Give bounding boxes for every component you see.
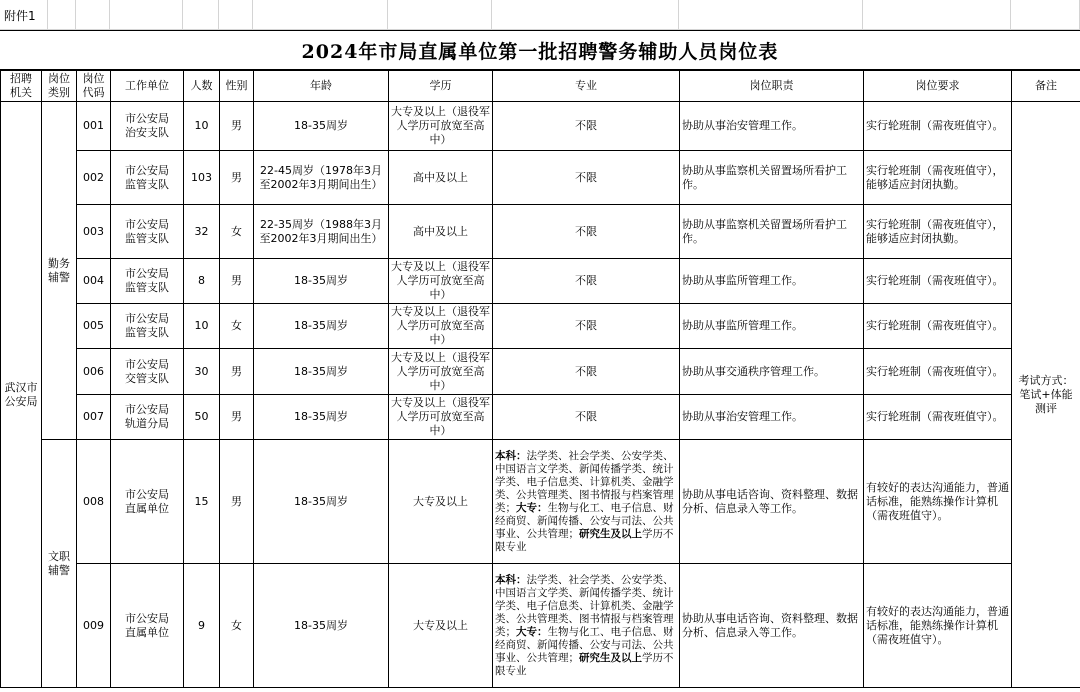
duties-cell: 协助从事监所管理工作。 bbox=[680, 259, 864, 304]
requirements-cell: 有较好的表达沟通能力，普通话标准，能熟练操作计算机（需夜班值守）。 bbox=[864, 564, 1012, 688]
header-category: 岗位类别 bbox=[42, 71, 77, 102]
table-row bbox=[1, 205, 1080, 259]
category-cell-service: 勤务辅警 bbox=[42, 102, 77, 440]
gender-cell: 男 bbox=[220, 259, 254, 304]
major-cell: 不限 bbox=[493, 102, 680, 151]
major-cell: 不限 bbox=[493, 151, 680, 205]
requirements-cell: 实行轮班制（需夜班值守）。 bbox=[864, 304, 1012, 349]
gender-cell: 男 bbox=[220, 440, 254, 564]
education-cell: 高中及以上 bbox=[389, 205, 493, 259]
header-major: 专业 bbox=[493, 71, 680, 102]
code-cell: 004 bbox=[77, 259, 111, 304]
age-cell: 18-35周岁 bbox=[254, 349, 389, 395]
duties-cell: 协助从事治安管理工作。 bbox=[680, 102, 864, 151]
education-cell: 大专及以上（退役军人学历可放宽至高中） bbox=[389, 259, 493, 304]
table-row bbox=[1, 564, 1080, 688]
grid-cell[interactable] bbox=[1011, 0, 1080, 30]
unit-cell: 市公安局治安支队 bbox=[111, 102, 184, 151]
grid-cell[interactable] bbox=[388, 0, 492, 30]
code-cell: 003 bbox=[77, 205, 111, 259]
age-cell: 18-35周岁 bbox=[254, 440, 389, 564]
table-row bbox=[1, 304, 1080, 349]
grid-cell[interactable] bbox=[219, 0, 253, 30]
duties-cell: 协助从事监察机关留置场所看护工作。 bbox=[680, 205, 864, 259]
unit-cell: 市公安局轨道分局 bbox=[111, 395, 184, 440]
unit-cell: 市公安局监管支队 bbox=[111, 205, 184, 259]
table-row bbox=[1, 349, 1080, 395]
grid-cell[interactable] bbox=[110, 0, 183, 30]
age-cell: 22-35周岁（1988年3月至2002年3月期间出生） bbox=[254, 205, 389, 259]
code-cell: 002 bbox=[77, 151, 111, 205]
requirements-cell: 实行轮班制（需夜班值守），能够适应封闭执勤。 bbox=[864, 205, 1012, 259]
duties-cell: 协助从事治安管理工作。 bbox=[680, 395, 864, 440]
gender-cell: 男 bbox=[220, 395, 254, 440]
gender-cell: 男 bbox=[220, 151, 254, 205]
notes-cell: 考试方式：笔试+体能测评 bbox=[1012, 102, 1080, 688]
positions-table bbox=[0, 70, 1080, 688]
requirements-cell: 实行轮班制（需夜班值守）。 bbox=[864, 395, 1012, 440]
age-cell: 18-35周岁 bbox=[254, 395, 389, 440]
grid-cell[interactable] bbox=[679, 0, 863, 30]
header-count: 人数 bbox=[184, 71, 220, 102]
code-cell: 008 bbox=[77, 440, 111, 564]
requirements-cell: 实行轮班制（需夜班值守）。 bbox=[864, 349, 1012, 395]
requirements-cell: 有较好的表达沟通能力，普通话标准，能熟练操作计算机（需夜班值守）。 bbox=[864, 440, 1012, 564]
recruiter-cell: 武汉市公安局 bbox=[1, 102, 42, 688]
major-cell: 本科：法学类、社会学类、公安学类、中国语言文学类、新闻传播学类、统计学类、电子信息类、计算机类、金融学类、公共管理类、图书情报与档案管理类；大专：生物与化工、电子信息、财经商贸、新闻传播、公安与司法、公共事业、公共管理；研究生及以上学历不限专业 bbox=[493, 564, 680, 688]
annex-label: 附件1 bbox=[4, 9, 36, 23]
education-cell: 大专及以上 bbox=[389, 564, 493, 688]
page-title: 2024年市局直属单位第一批招聘警务辅助人员岗位表 bbox=[301, 40, 779, 63]
header-notes: 备注 bbox=[1012, 71, 1080, 102]
grid-cell[interactable] bbox=[183, 0, 219, 30]
count-cell: 103 bbox=[184, 151, 220, 205]
duties-cell: 协助从事监察机关留置场所看护工作。 bbox=[680, 151, 864, 205]
duties-cell: 协助从事交通秩序管理工作。 bbox=[680, 349, 864, 395]
count-cell: 8 bbox=[184, 259, 220, 304]
unit-cell: 市公安局直属单位 bbox=[111, 440, 184, 564]
header-code: 岗位代码 bbox=[77, 71, 111, 102]
requirements-cell: 实行轮班制（需夜班值守）。 bbox=[864, 102, 1012, 151]
unit-cell: 市公安局监管支队 bbox=[111, 259, 184, 304]
duties-cell: 协助从事监所管理工作。 bbox=[680, 304, 864, 349]
education-cell: 大专及以上（退役军人学历可放宽至高中） bbox=[389, 349, 493, 395]
header-gender: 性别 bbox=[220, 71, 254, 102]
grid-cell[interactable] bbox=[76, 0, 110, 30]
code-cell: 006 bbox=[77, 349, 111, 395]
count-cell: 10 bbox=[184, 304, 220, 349]
education-cell: 大专及以上（退役军人学历可放宽至高中） bbox=[389, 304, 493, 349]
grid-cell[interactable] bbox=[863, 0, 1011, 30]
gender-cell: 男 bbox=[220, 102, 254, 151]
header-duties: 岗位职责 bbox=[680, 71, 864, 102]
gender-cell: 男 bbox=[220, 349, 254, 395]
count-cell: 15 bbox=[184, 440, 220, 564]
count-cell: 50 bbox=[184, 395, 220, 440]
category-cell-clerical: 文职辅警 bbox=[42, 440, 77, 688]
gender-cell: 女 bbox=[220, 304, 254, 349]
requirements-cell: 实行轮班制（需夜班值守）。 bbox=[864, 259, 1012, 304]
grid-cell[interactable] bbox=[492, 0, 679, 30]
age-cell: 22-45周岁（1978年3月至2002年3月期间出生） bbox=[254, 151, 389, 205]
code-cell: 001 bbox=[77, 102, 111, 151]
major-cell: 不限 bbox=[493, 349, 680, 395]
education-cell: 高中及以上 bbox=[389, 151, 493, 205]
code-cell: 009 bbox=[77, 564, 111, 688]
header-row bbox=[1, 71, 1080, 102]
header-education: 学历 bbox=[389, 71, 493, 102]
spreadsheet-grid-row bbox=[0, 0, 1080, 30]
header-unit: 工作单位 bbox=[111, 71, 184, 102]
requirements-cell: 实行轮班制（需夜班值守），能够适应封闭执勤。 bbox=[864, 151, 1012, 205]
table-row bbox=[1, 440, 1080, 564]
age-cell: 18-35周岁 bbox=[254, 259, 389, 304]
code-cell: 005 bbox=[77, 304, 111, 349]
table-row bbox=[1, 395, 1080, 440]
age-cell: 18-35周岁 bbox=[254, 304, 389, 349]
count-cell: 9 bbox=[184, 564, 220, 688]
header-age: 年龄 bbox=[254, 71, 389, 102]
education-cell: 大专及以上（退役军人学历可放宽至高中） bbox=[389, 102, 493, 151]
header-requirements: 岗位要求 bbox=[864, 71, 1012, 102]
unit-cell: 市公安局交管支队 bbox=[111, 349, 184, 395]
grid-cell[interactable] bbox=[48, 0, 76, 30]
major-cell: 不限 bbox=[493, 395, 680, 440]
count-cell: 30 bbox=[184, 349, 220, 395]
title-row bbox=[0, 30, 1080, 70]
major-cell: 本科：法学类、社会学类、公安学类、中国语言文学类、新闻传播学类、统计学类、电子信息类、计算机类、金融学类、公共管理类、图书情报与档案管理类；大专：生物与化工、电子信息、财经商贸、新闻传播、公安与司法、公共事业、公共管理；研究生及以上学历不限专业 bbox=[493, 440, 680, 564]
gender-cell: 女 bbox=[220, 564, 254, 688]
code-cell: 007 bbox=[77, 395, 111, 440]
unit-cell: 市公安局监管支队 bbox=[111, 151, 184, 205]
table-row bbox=[1, 151, 1080, 205]
gender-cell: 女 bbox=[220, 205, 254, 259]
education-cell: 大专及以上 bbox=[389, 440, 493, 564]
major-cell: 不限 bbox=[493, 205, 680, 259]
table-row bbox=[1, 102, 1080, 151]
grid-cell[interactable] bbox=[253, 0, 388, 30]
major-cell: 不限 bbox=[493, 259, 680, 304]
education-cell: 大专及以上（退役军人学历可放宽至高中） bbox=[389, 395, 493, 440]
duties-cell: 协助从事电话咨询、资料整理、数据分析、信息录入等工作。 bbox=[680, 564, 864, 688]
unit-cell: 市公安局监管支队 bbox=[111, 304, 184, 349]
age-cell: 18-35周岁 bbox=[254, 564, 389, 688]
count-cell: 32 bbox=[184, 205, 220, 259]
table-row bbox=[1, 259, 1080, 304]
count-cell: 10 bbox=[184, 102, 220, 151]
header-recruiter: 招聘机关 bbox=[1, 71, 42, 102]
age-cell: 18-35周岁 bbox=[254, 102, 389, 151]
unit-cell: 市公安局直属单位 bbox=[111, 564, 184, 688]
duties-cell: 协助从事电话咨询、资料整理、数据分析、信息录入等工作。 bbox=[680, 440, 864, 564]
major-cell: 不限 bbox=[493, 304, 680, 349]
